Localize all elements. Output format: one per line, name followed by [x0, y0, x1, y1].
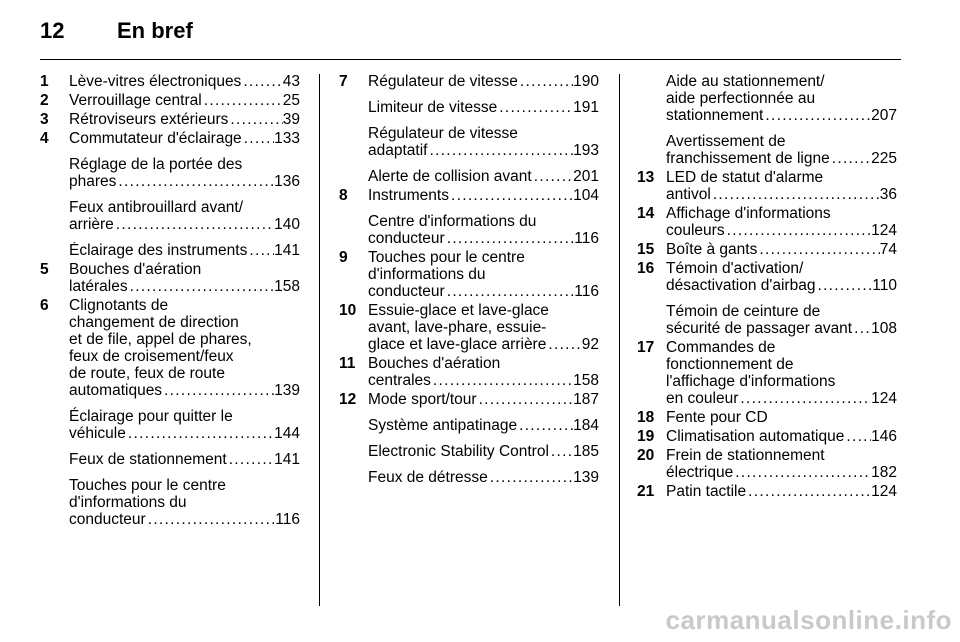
page-reference[interactable]: 39: [282, 111, 300, 128]
page-reference[interactable]: 92: [581, 336, 599, 353]
leader-dots: [146, 511, 276, 528]
entry-number: 20: [637, 447, 655, 464]
entry-leader-line: [368, 443, 599, 460]
leader-dots: [445, 230, 575, 247]
page-reference[interactable]: 193: [573, 142, 599, 159]
entry-leader-line: [69, 278, 300, 295]
entry-leader-line: [666, 428, 897, 445]
page-reference[interactable]: 74: [879, 241, 897, 258]
entry-leader-line: [666, 107, 897, 124]
entry-text-line: Régulateur de vitesse: [368, 125, 518, 142]
entry-number: 4: [40, 130, 49, 147]
watermark: carmanualsonline.info: [665, 605, 952, 635]
index-entry: [339, 391, 599, 408]
entry-number: 8: [339, 187, 348, 204]
entry-text-line: Centre d'informations du: [368, 213, 537, 230]
entry-leader-line: [69, 216, 300, 233]
page-reference[interactable]: 141: [274, 242, 300, 259]
page-reference[interactable]: 36: [879, 186, 897, 203]
column-divider: [319, 74, 320, 606]
entry-text-line: Témoin d'activation/: [666, 260, 804, 277]
index-entry: [637, 133, 897, 167]
leader-dots: [202, 92, 283, 109]
page-reference[interactable]: 184: [573, 417, 599, 434]
entry-number: 6: [40, 297, 49, 314]
entry-text: conducteur: [368, 283, 445, 300]
entry-text-line: Touches pour le centre: [69, 477, 226, 494]
entry-leader-line: [666, 464, 897, 481]
leader-dots: [830, 150, 871, 167]
entry-text-line: Aide au stationnement/: [666, 73, 825, 90]
page-reference[interactable]: 141: [274, 451, 300, 468]
entry-text: conducteur: [368, 230, 445, 247]
entry-text: franchissement de ligne: [666, 150, 830, 167]
entry-text: Commutateur d'éclairage: [69, 130, 242, 147]
index-entry: [40, 297, 300, 399]
leader-dots: [162, 382, 274, 399]
entry-text: Instruments: [368, 187, 449, 204]
leader-dots: [763, 107, 871, 124]
page-reference[interactable]: 185: [573, 443, 599, 460]
entry-leader-line: [666, 277, 897, 294]
leader-dots: [852, 320, 871, 337]
entry-leader-line: [666, 241, 897, 258]
index-column-1: [40, 73, 300, 528]
index-entry: [339, 99, 599, 116]
page-reference[interactable]: 25: [282, 92, 300, 109]
page-reference[interactable]: 136: [274, 173, 300, 190]
entry-text: latérales: [69, 278, 128, 295]
leader-dots: [815, 277, 872, 294]
entry-number: 1: [40, 73, 49, 90]
header-rule: [40, 59, 901, 60]
leader-dots: [126, 425, 274, 442]
index-entry: [40, 130, 300, 147]
page-reference[interactable]: 116: [574, 230, 599, 247]
entry-text-line: d'informations du: [69, 494, 187, 511]
index-entry: [339, 417, 599, 434]
entry-number: 9: [339, 249, 348, 266]
page-reference[interactable]: 116: [275, 511, 300, 528]
index-entry: [637, 339, 897, 407]
entry-leader-line: [69, 451, 300, 468]
leader-dots: [488, 469, 573, 486]
index-entry: [40, 451, 300, 468]
page-reference[interactable]: 140: [274, 216, 300, 233]
entry-text: sécurité de passager avant: [666, 320, 853, 337]
page-reference[interactable]: 191: [573, 99, 599, 116]
entry-text-line: Clignotants de: [69, 297, 169, 314]
index-entry: [40, 477, 300, 528]
entry-leader-line: [69, 382, 300, 399]
entry-text: adaptatif: [368, 142, 428, 159]
entry-leader-line: [666, 186, 897, 203]
leader-dots: [546, 336, 581, 353]
leader-dots: [241, 73, 282, 90]
index-entry: [40, 242, 300, 259]
entry-text-line: et de file, appel de phares,: [69, 331, 252, 348]
entry-number: 16: [637, 260, 655, 277]
leader-dots: [128, 278, 275, 295]
entry-text-line: changement de direction: [69, 314, 239, 331]
page-reference[interactable]: 104: [573, 187, 599, 204]
entry-text: électrique: [666, 464, 734, 481]
leader-dots: [449, 187, 573, 204]
index-entry: [339, 73, 599, 90]
leader-dots: [228, 111, 282, 128]
column-divider: [619, 74, 620, 606]
page-reference[interactable]: 182: [871, 464, 897, 481]
entry-text-line: Essuie-glace et lave-glace: [368, 302, 549, 319]
entry-text-line: Bouches d'aération: [368, 355, 501, 372]
entry-text-line: Avertissement de: [666, 133, 786, 150]
entry-number: 15: [637, 241, 655, 258]
entry-text: Alerte de collision avant: [368, 168, 532, 185]
entry-text-line: de route, feux de route: [69, 365, 225, 382]
entry-leader-line: [666, 409, 897, 426]
entry-leader-line: [666, 483, 897, 500]
index-entry: [637, 409, 897, 426]
entry-leader-line: [69, 511, 300, 528]
entry-text-line: Bouches d'aération: [69, 261, 202, 278]
entry-text: Éclairage des instruments: [69, 242, 248, 259]
entry-text: Electronic Stability Control: [368, 443, 549, 460]
entry-leader-line: [666, 150, 897, 167]
entry-text: phares: [69, 173, 117, 190]
entry-number: 5: [40, 261, 49, 278]
index-entry: [637, 483, 897, 500]
entry-text: Patin tactile: [666, 483, 747, 500]
page-reference[interactable]: 108: [871, 320, 897, 337]
entry-number: 17: [637, 339, 655, 356]
index-entry: [637, 73, 897, 124]
entry-text: centrales: [368, 372, 431, 389]
leader-dots: [114, 216, 274, 233]
entry-text-line: feux de croisement/feux: [69, 348, 234, 365]
index-entry: [637, 205, 897, 239]
leader-dots: [711, 186, 880, 203]
index-entry: [40, 92, 300, 109]
leader-dots: [242, 130, 274, 147]
entry-leader-line: [368, 168, 599, 185]
entry-text-line: LED de statut d'alarme: [666, 169, 824, 186]
entry-text: couleurs: [666, 222, 725, 239]
index-column-2: [339, 73, 599, 486]
entry-leader-line: [69, 111, 300, 128]
entry-leader-line: [368, 283, 599, 300]
leader-dots: [738, 390, 871, 407]
entry-text: Feux de stationnement: [69, 451, 227, 468]
page-reference[interactable]: 110: [872, 277, 897, 294]
leader-dots: [227, 451, 274, 468]
entry-text: Fente pour CD: [666, 409, 768, 426]
entry-number: 10: [339, 302, 357, 319]
entry-text: glace et lave-glace arrière: [368, 336, 547, 353]
entry-text-line: fonctionnement de: [666, 356, 794, 373]
index-entry: [637, 428, 897, 445]
page-reference[interactable]: 201: [573, 168, 599, 185]
entry-leader-line: [368, 391, 599, 408]
page-reference[interactable]: 158: [274, 278, 300, 295]
entry-leader-line: [368, 142, 599, 159]
index-entry: [339, 125, 599, 159]
entry-text: Feux de détresse: [368, 469, 488, 486]
entry-number: 12: [339, 391, 357, 408]
entry-text: stationnement: [666, 107, 764, 124]
page-reference[interactable]: 139: [573, 469, 599, 486]
page-reference[interactable]: 207: [871, 107, 897, 124]
entry-number: 7: [339, 73, 348, 90]
index-entry: [40, 261, 300, 295]
index-entry: [637, 260, 897, 294]
leader-dots: [532, 168, 573, 185]
entry-leader-line: [69, 425, 300, 442]
entry-leader-line: [368, 99, 599, 116]
index-entry: [40, 156, 300, 190]
entry-text: arrière: [69, 216, 114, 233]
page-reference[interactable]: 144: [274, 425, 300, 442]
entry-text: Système antipatinage: [368, 417, 518, 434]
entry-text-line: Affichage d'informations: [666, 205, 831, 222]
entry-text-line: Éclairage pour quitter le: [69, 408, 233, 425]
page-reference[interactable]: 43: [282, 73, 300, 90]
entry-number: 11: [339, 355, 356, 372]
index-entry: [339, 168, 599, 185]
page-reference[interactable]: 190: [573, 73, 599, 90]
entry-number: 3: [40, 111, 49, 128]
index-entry: [637, 241, 897, 258]
page-reference[interactable]: 116: [574, 283, 599, 300]
entry-leader-line: [666, 222, 897, 239]
entry-leader-line: [368, 336, 599, 353]
page-reference[interactable]: 133: [274, 130, 300, 147]
entry-leader-line: [69, 173, 300, 190]
entry-text-line: Feux antibrouillard avant/: [69, 199, 244, 216]
leader-dots: [733, 464, 871, 481]
entry-leader-line: [368, 230, 599, 247]
leader-dots: [549, 443, 573, 460]
page-number: 12: [40, 18, 65, 43]
entry-text: Lève-vitres électroniques: [69, 73, 242, 90]
page-reference[interactable]: 187: [573, 391, 599, 408]
leader-dots: [445, 283, 575, 300]
entry-text: Climatisation automatique: [666, 428, 845, 445]
entry-leader-line: [69, 92, 300, 109]
index-entry: [339, 355, 599, 389]
entry-text: automatiques: [69, 382, 163, 399]
leader-dots: [844, 428, 871, 445]
entry-number: 13: [637, 169, 655, 186]
leader-dots: [477, 391, 574, 408]
entry-text-line: d'informations du: [368, 266, 486, 283]
page-title: En bref: [117, 18, 193, 43]
leader-dots: [247, 242, 274, 259]
leader-dots: [116, 173, 274, 190]
index-entry: [339, 249, 599, 300]
entry-leader-line: [666, 390, 897, 407]
page-reference[interactable]: 146: [871, 428, 897, 445]
entry-leader-line: [69, 242, 300, 259]
entry-text: antivol: [666, 186, 711, 203]
index-entry: [339, 469, 599, 486]
entry-text: Boîte à gants: [666, 241, 758, 258]
entry-leader-line: [368, 469, 599, 486]
leader-dots: [431, 372, 573, 389]
entry-number: 18: [637, 409, 655, 426]
entry-number: 21: [637, 483, 655, 500]
entry-leader-line: [666, 320, 897, 337]
entry-text: désactivation d'airbag: [666, 277, 816, 294]
entry-text: véhicule: [69, 425, 126, 442]
entry-text: Rétroviseurs extérieurs: [69, 111, 229, 128]
index-entry: [40, 199, 300, 233]
entry-text-line: Commandes de: [666, 339, 776, 356]
entry-number: 2: [40, 92, 49, 109]
index-entry: [637, 303, 897, 337]
leader-dots: [497, 99, 573, 116]
entry-text: Verrouillage central: [69, 92, 202, 109]
page-reference[interactable]: 139: [274, 382, 300, 399]
page-header: [40, 18, 920, 62]
leader-dots: [517, 417, 573, 434]
index-entry: [637, 447, 897, 481]
entry-text: Mode sport/tour: [368, 391, 477, 408]
leader-dots: [725, 222, 872, 239]
index-entry: [637, 169, 897, 203]
leader-dots: [427, 142, 573, 159]
entry-leader-line: [368, 73, 599, 90]
entry-text-line: Frein de stationnement: [666, 447, 825, 464]
entry-text: Limiteur de vitesse: [368, 99, 498, 116]
leader-dots: [746, 483, 871, 500]
entry-leader-line: [69, 130, 300, 147]
entry-text-line: Réglage de la portée des: [69, 156, 243, 173]
entry-number: 19: [637, 428, 655, 445]
entry-text-line: aide perfectionnée au: [666, 90, 816, 107]
entry-text-line: l'affichage d'informations: [666, 373, 836, 390]
entry-text-line: Témoin de ceinture de: [666, 303, 821, 320]
leader-dots: [518, 73, 573, 90]
index-entry: [40, 408, 300, 442]
index-column-3: [637, 73, 897, 500]
page-reference[interactable]: 124: [871, 483, 897, 500]
index-entry: [339, 213, 599, 247]
index-entry: [339, 187, 599, 204]
page-reference[interactable]: 124: [871, 390, 897, 407]
entry-leader-line: [368, 372, 599, 389]
entry-leader-line: [69, 73, 300, 90]
entry-number: 14: [637, 205, 655, 222]
page-reference[interactable]: 225: [871, 150, 897, 167]
leader-dots: [757, 241, 879, 258]
entry-text-line: Touches pour le centre: [368, 249, 525, 266]
entry-text: en couleur: [666, 390, 739, 407]
page-reference[interactable]: 124: [871, 222, 897, 239]
index-entry: [339, 443, 599, 460]
page-reference[interactable]: 158: [573, 372, 599, 389]
entry-leader-line: [368, 417, 599, 434]
entry-text: conducteur: [69, 511, 146, 528]
entry-text: Régulateur de vitesse: [368, 73, 518, 90]
index-entry: [339, 302, 599, 353]
index-entry: [40, 73, 300, 90]
entry-text-line: avant, lave-phare, essuie-: [368, 319, 547, 336]
entry-leader-line: [368, 187, 599, 204]
index-entry: [40, 111, 300, 128]
